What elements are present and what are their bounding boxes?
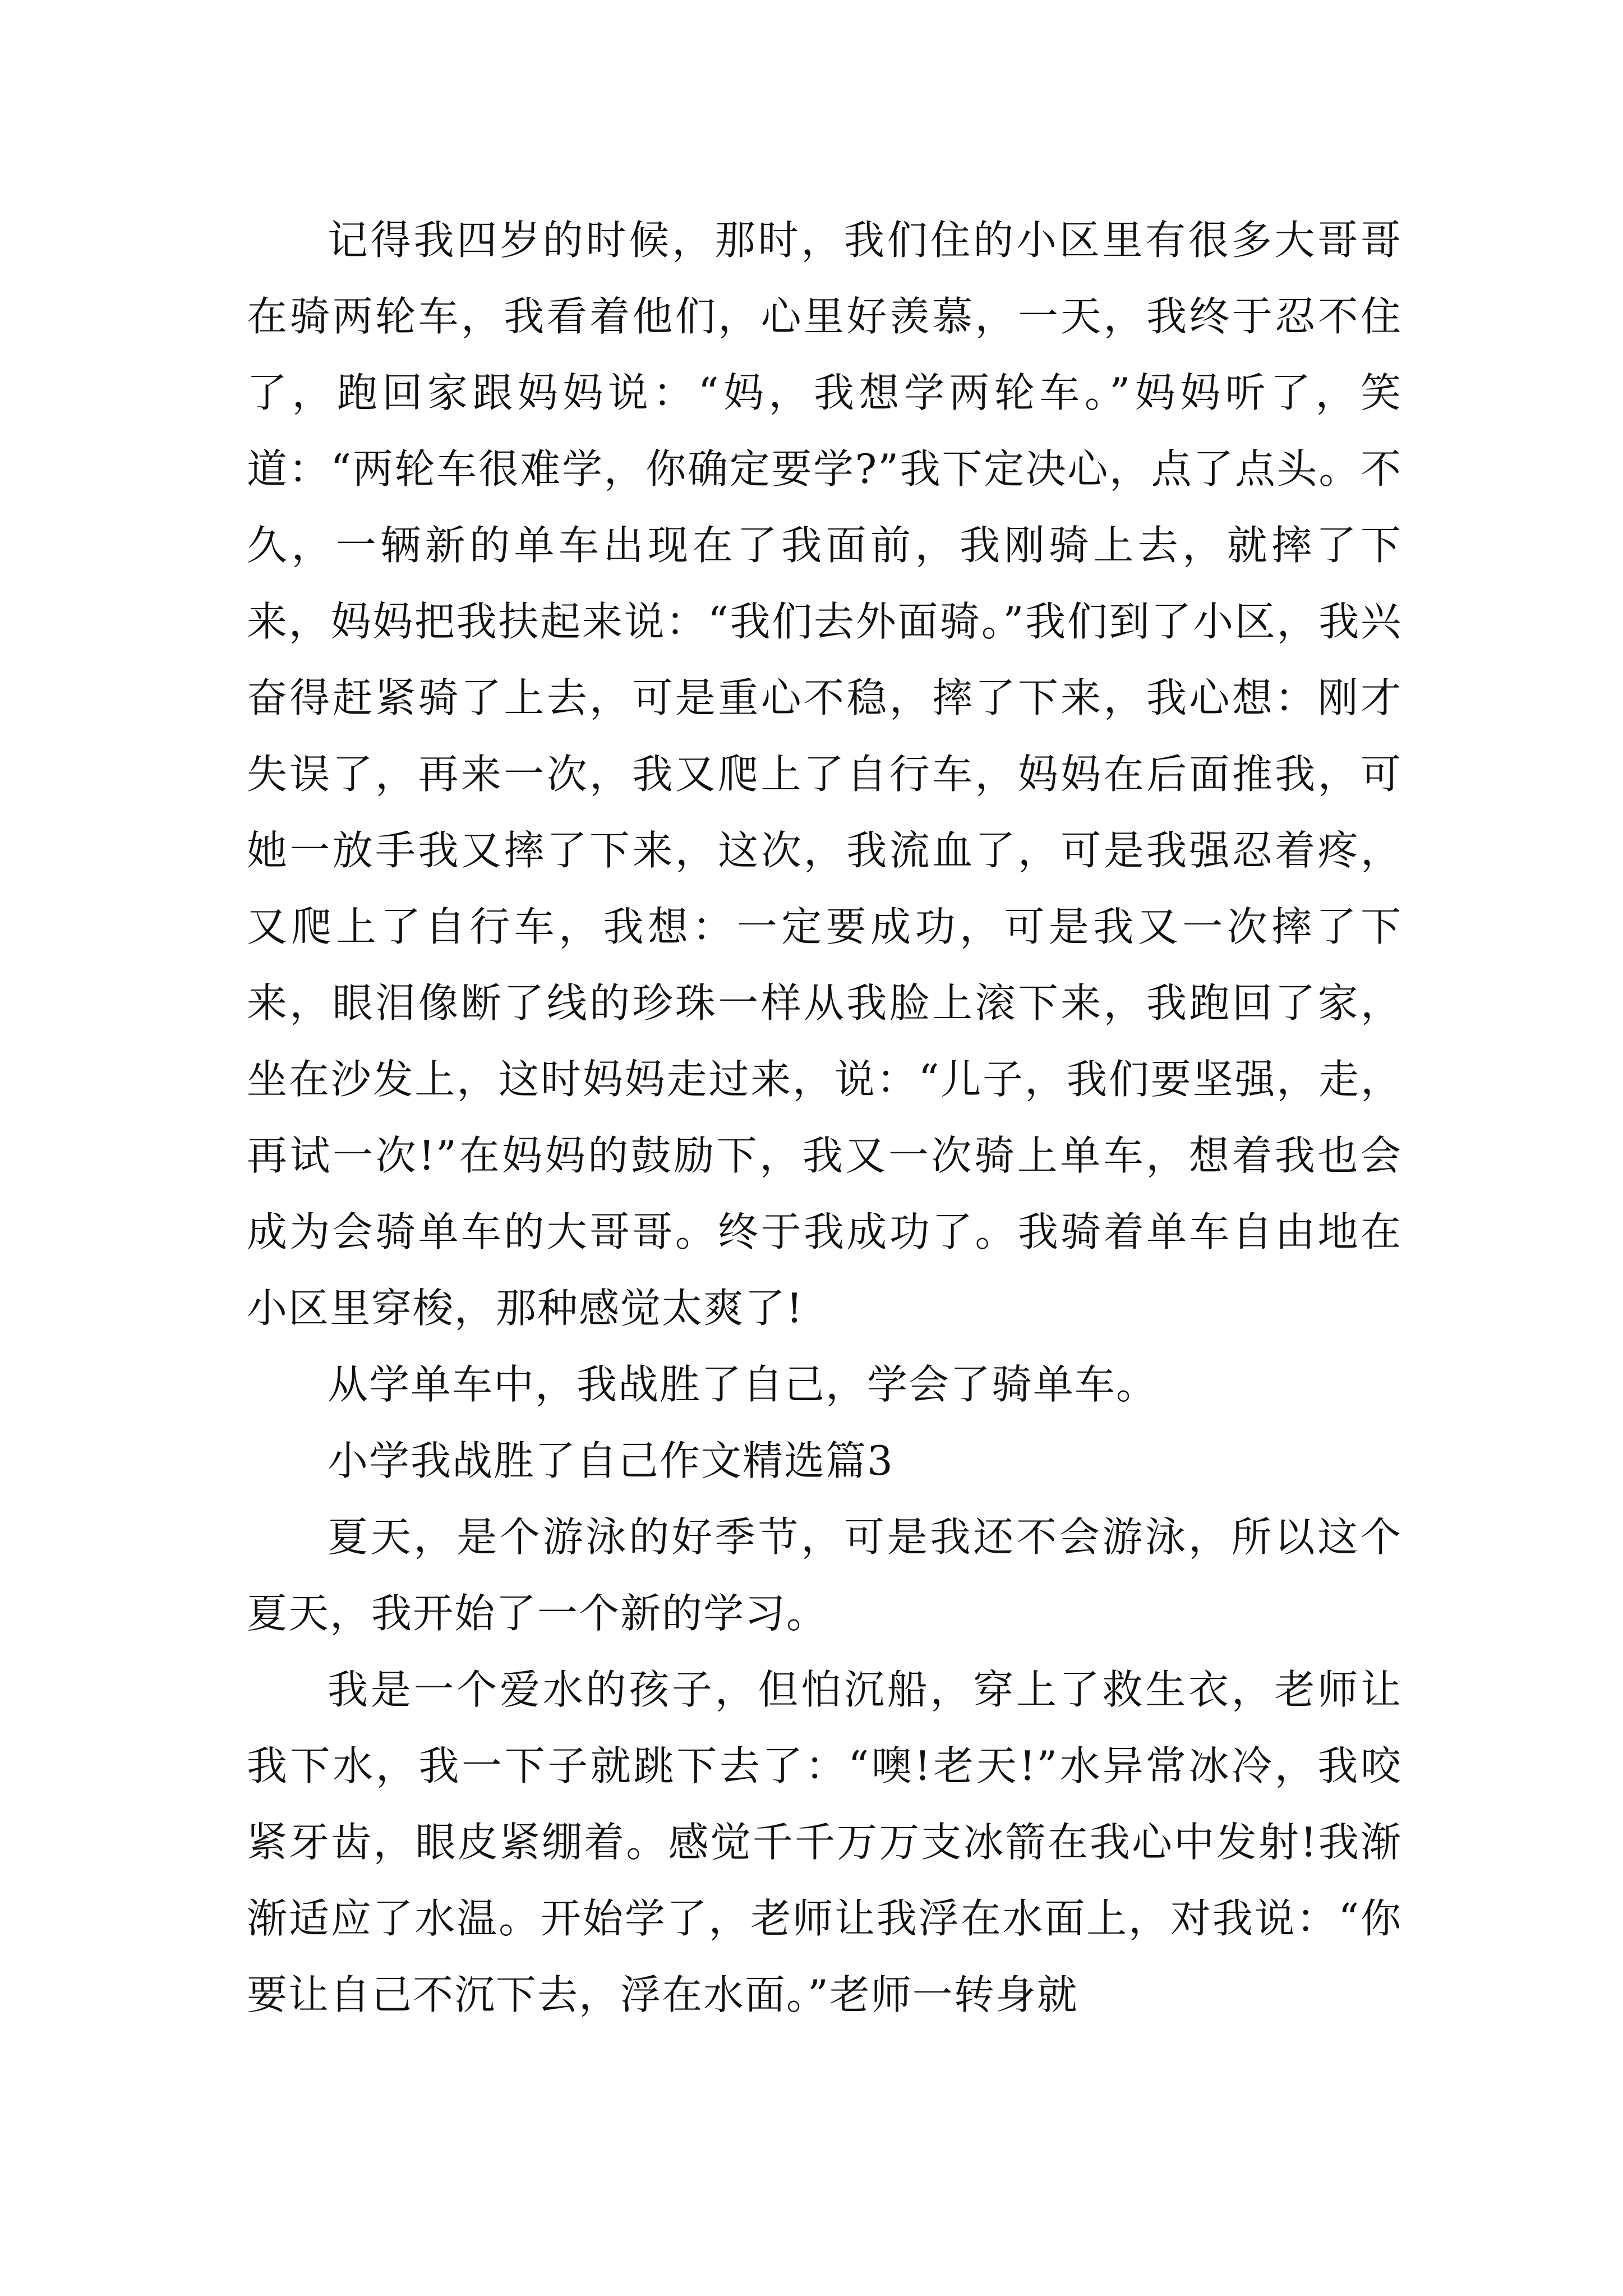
paragraph-4: 我是一个爱水的孩子，但怕沉船，穿上了救生衣，老师让我下水，我一下子就跳下去了：“噢!老天!”水异常冰冷，我咬紧牙齿，眼皮紧绷着。感觉千千万万支冰箭在我心中发射!我渐渐适应了水温。开始学了，老师让我浮在水面上，对我说：“你要让自己不沉下去，浮在水面。”老师一转身就 xyxy=(247,1666,1402,2018)
paragraph-1: 记得我四岁的时候，那时，我们住的小区里有很多大哥哥在骑两轮车，我看着他们，心里好羡慕，一天，我终于忍不住了，跑回家跟妈妈说：“妈，我想学两轮车。”妈妈听了，笑道：“两轮车很难学，你确定要学?”我下定决心，点了点头。不久，一辆新的单车出现在了我面前，我刚骑上去，就摔了下来，妈妈把我扶起来说：“我们去外面骑。”我们到了小区，我兴奋得赶紧骑了上去，可是重心不稳，摔了下来，我心想：刚才失误了，再来一次，我又爬上了自行车，妈妈在后面推我，可她一放手我又摔了下来，这次，我流血了，可是我强忍着疼，又爬上了自行车，我想：一定要成功，可是我又一次摔了下来，眼泪像断了线的珍珠一样从我脸上滚下来，我跑回了家，坐在沙发上，这时妈妈走过来，说：“儿子，我们要坚强，走，再试一次!”在妈妈的鼓励下，我又一次骑上单车，想着我也会成为会骑单车的大哥哥。终于我成功了。我骑着单车自由地在小区里穿梭，那种感觉太爽了! xyxy=(247,217,1402,1332)
paragraph-3: 夏天，是个游泳的好季节，可是我还不会游泳，所以这个夏天，我开始了一个新的学习。 xyxy=(247,1513,1402,1637)
section-heading: 小学我战胜了自己作文精选篇3 xyxy=(328,1437,894,1484)
paragraph-2: 从学单车中，我战胜了自己，学会了骑单车。 xyxy=(328,1361,1158,1408)
document-body xyxy=(247,202,1402,2033)
